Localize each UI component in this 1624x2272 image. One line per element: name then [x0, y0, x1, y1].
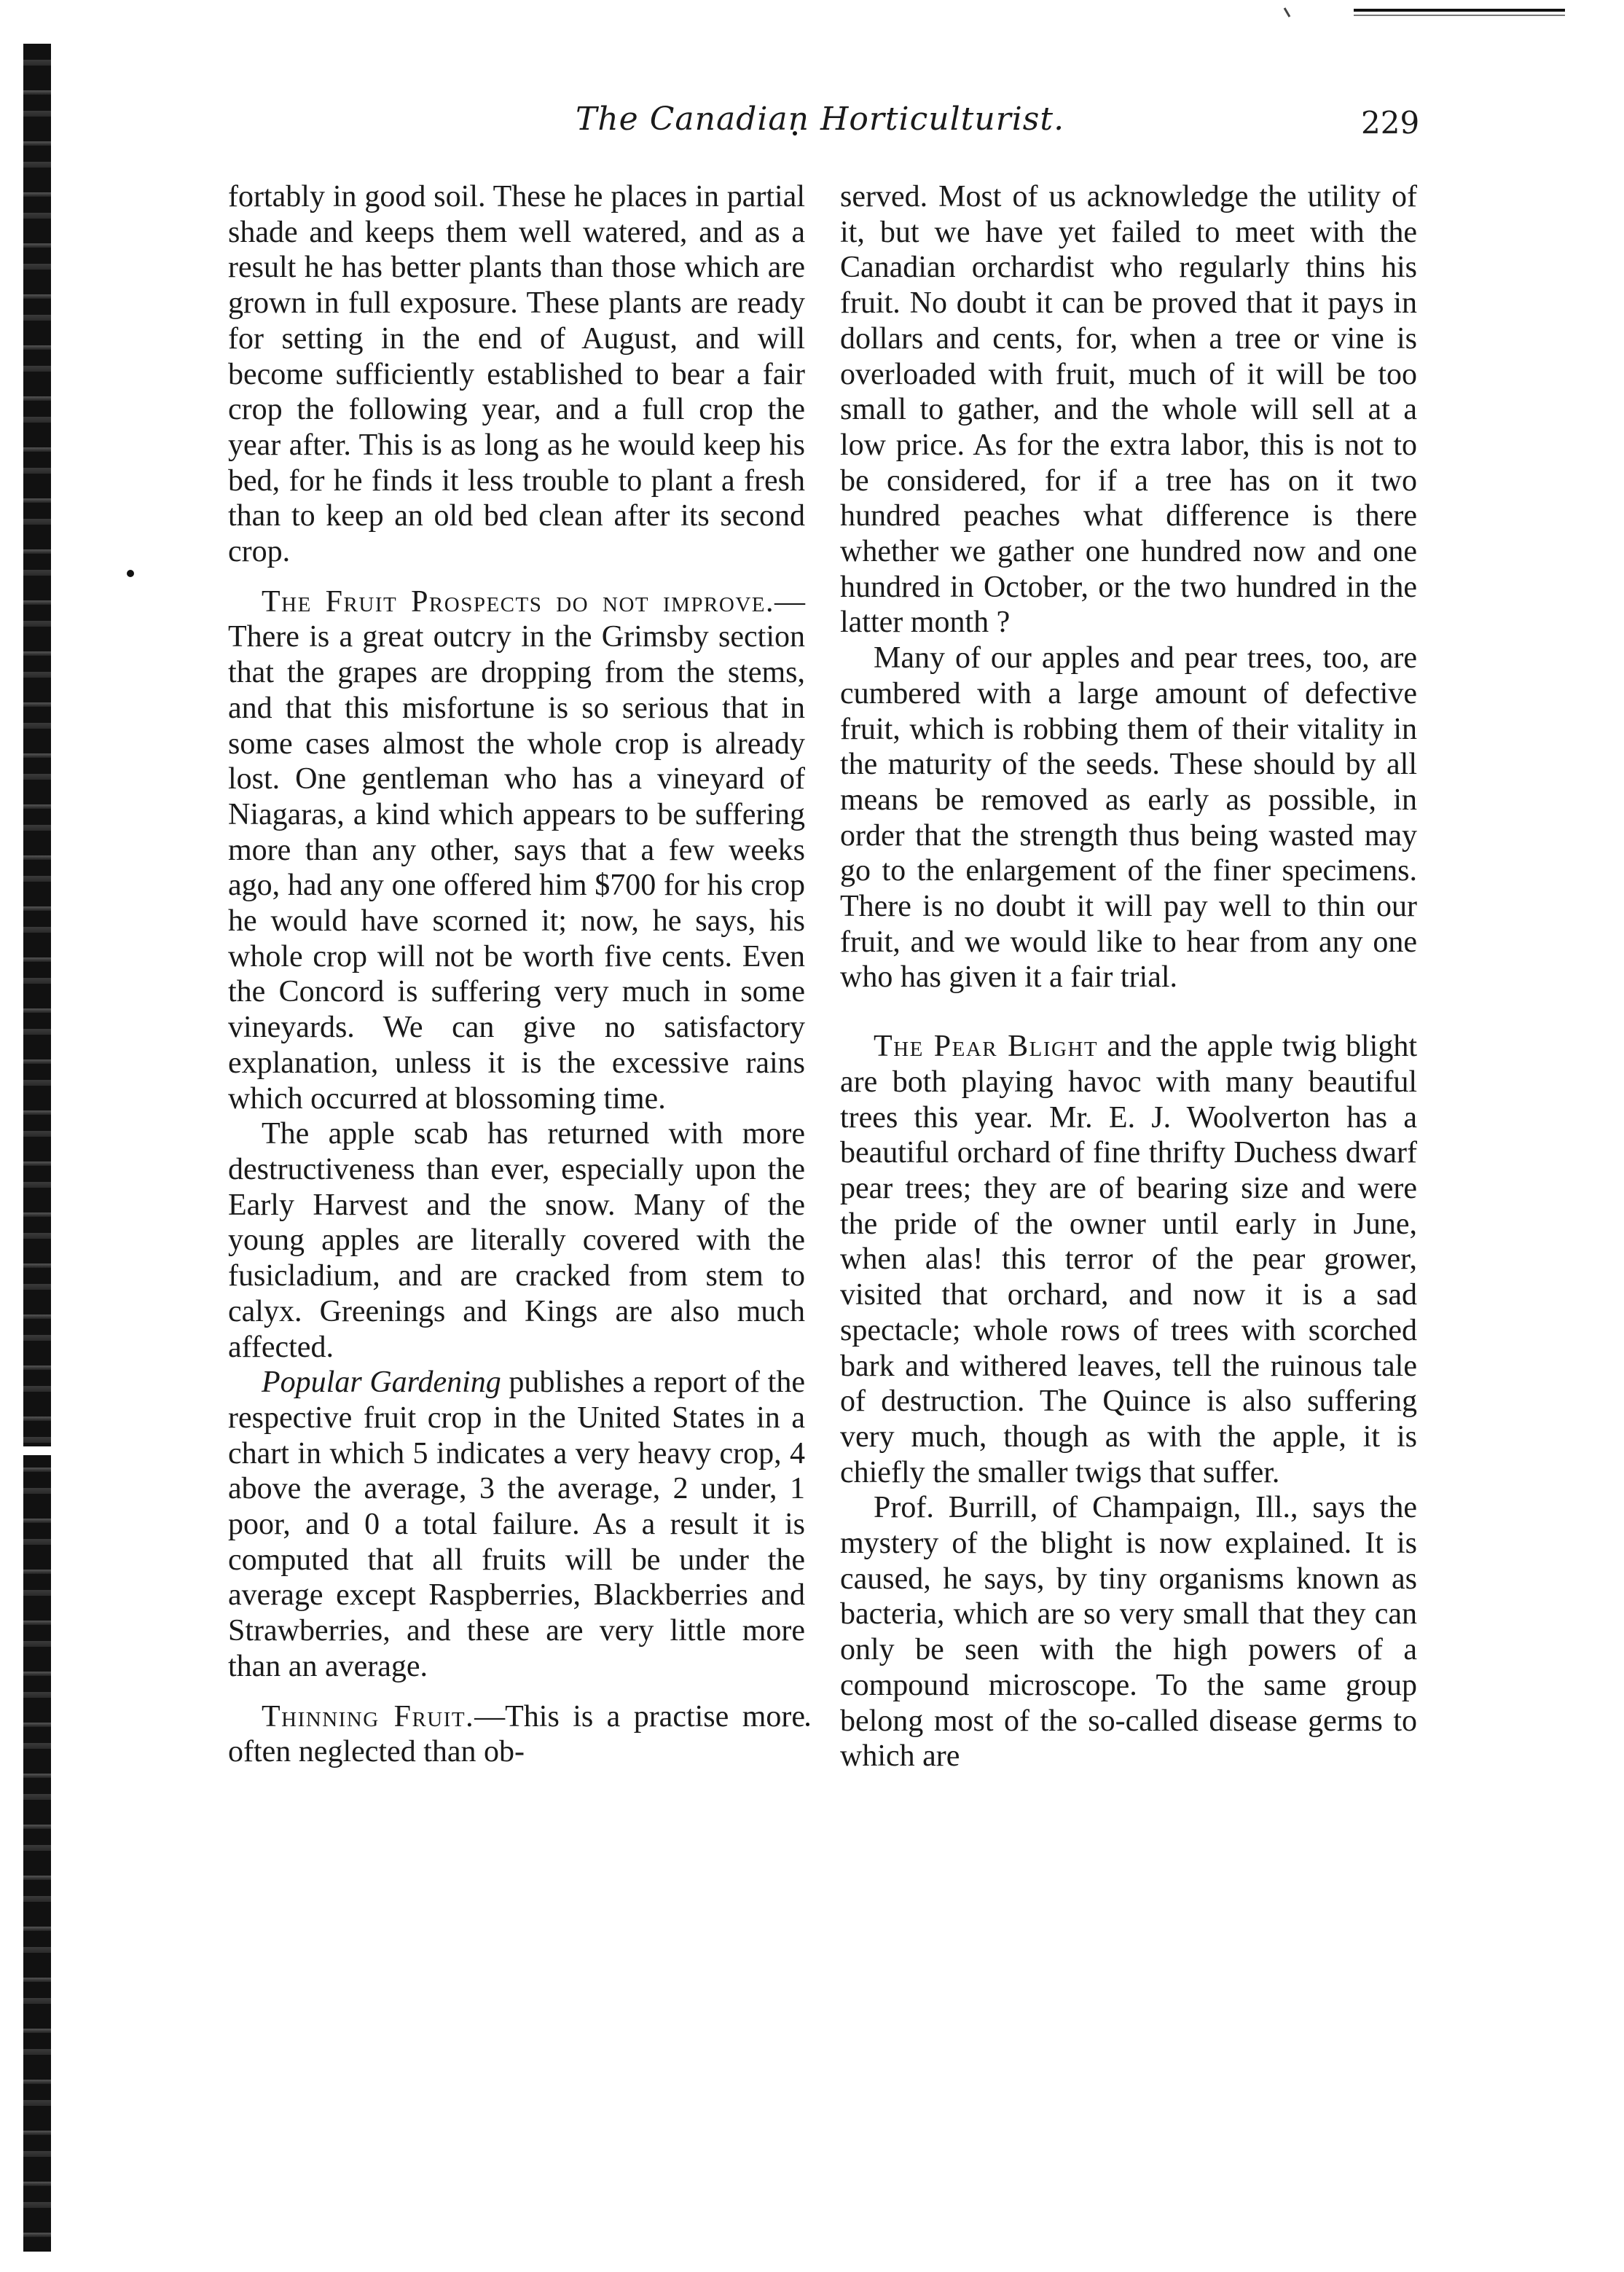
paragraph: The apple scab has returned with more destructiveness than ever, especially upon the Early Harvest and the snow. Many of the young apples are literally covered with the fusicladium, and are cracked from stem to calyx. Greenings and Kings are also much affected.: [228, 1117, 805, 1364]
scan-speck: [806, 1723, 809, 1726]
paragraph-body: —This is a practise more often neglected than ob-: [228, 1699, 806, 1769]
paragraph: [228, 584, 805, 1117]
publication-title: Popular Gardening: [262, 1366, 501, 1400]
paragraph: Many of our apples and pear trees, too, are cumbered with a large amount of defective fruit, which is robbing them of their vitality in the maturity of the seeds. These should by all means be removed as early as possible, in order that the strength thus being wasted may go to the enlargement of the finer specimens. There is no doubt it will pay well to thin our fruit, and we would like to hear from any one who has given it a fair trial.: [840, 641, 1417, 995]
scan-mark: [1284, 7, 1291, 17]
paragraph-body: —There is a great outcry in the Grimsby section that the grapes are dropping from the stems, and that this misfortune is so serious that in some cases almost the whole crop is already lost. One gentleman who has a vineyard of Niagaras, a kind which appears to be suffering more than any other, says that a few weeks ago, had any one offered him $700 for his crop he would have scorned it; now, he says, his whole crop will not be worth five cents. Even the Concord is suffering very much in some vineyards. We can give no satisfactory explanation, unless it is the excessive rains which occurred at blossoming time.: [228, 584, 805, 1116]
page-number: 229: [1361, 105, 1420, 141]
paragraph-body: publishes a report of the respective fruit crop in the United States in a chart in which 5 indicates a very heavy crop, 4 above the average, 3 the average, 2 under, 1 poor, and 0 a total failure. As a result it is computed that all fruits will be under the average except Raspberries, Blackberries and Strawberries, and these are very little more than an average.: [228, 1366, 805, 1683]
paragraph: [228, 1365, 805, 1684]
paragraph: Prof. Burrill, of Champaign, Ill., says the mystery of the blight is now explained. It is caused, he says, by tiny organisms known as bacteria, which are so very small that they can only be seen with the high powers of a compound microscope. To the same group belong most of the so-called disease germs to which are: [840, 1491, 1417, 1774]
binding-notch: [19, 1446, 55, 1455]
right-column: [840, 179, 1417, 1774]
paragraph: fortably in good soil. These he places in partial shade and keeps them well watered, and as a result he has better plants than those which are grown in full exposure. These plants are ready for setting in the end of August, and will become sufficiently established to bear a fair crop the following year, and a full crop the year after. This is as long as he would keep his bed, for he finds it less trouble to plant a fresh than to keep an old bed clean after its second crop.: [228, 180, 805, 569]
section-heading: Thinning Fruit.: [262, 1699, 475, 1734]
left-column: [228, 179, 805, 1770]
page-binding-edge: [23, 44, 51, 2252]
paragraph: served. Most of us acknowledge the utility of it, but we have yet failed to meet with the Canadian orchardist who regularly thins his fruit. No doubt it can be proved that it pays in dollars and cents, for, when a tree or vine is overloaded with fruit, much of it will be too small to gather, and the whole will sell at a low price. As for the extra labor, this is not to be considered, for if a tree has on it two hundred peaches what difference is there whether we gather one hundred now and one hundred in October, or the two hundred in the latter month ?: [840, 180, 1417, 640]
section-heading: The Pear Blight: [874, 1030, 1099, 1064]
paragraph-body: and the apple twig blight are both playing havoc with many beautiful trees this year. Mr. E. J. Woolverton has a beautiful orchard of fine thrifty Duchess dwarf pear trees; they are of bearing size and were the pride of the owner until early in June, when alas! this terror of the pear grower, visited that orchard, and now it is a sad spectacle; whole rows of trees with scorched bark and withered leaves, tell the ruinous tale of destruction. The Quince is also suffering very much, though as with the apple, it is chiefly the smaller twigs that suffer.: [840, 1030, 1417, 1489]
scan-speck: [127, 570, 134, 577]
section-heading: The Fruit Prospects do not improve.: [262, 584, 774, 619]
running-title: The Canadian Horticulturist.: [576, 101, 1065, 138]
paragraph: [228, 1699, 805, 1770]
top-rule-thin: [1354, 15, 1565, 16]
paragraph: [840, 1029, 1417, 1490]
top-rule: [1354, 9, 1565, 12]
